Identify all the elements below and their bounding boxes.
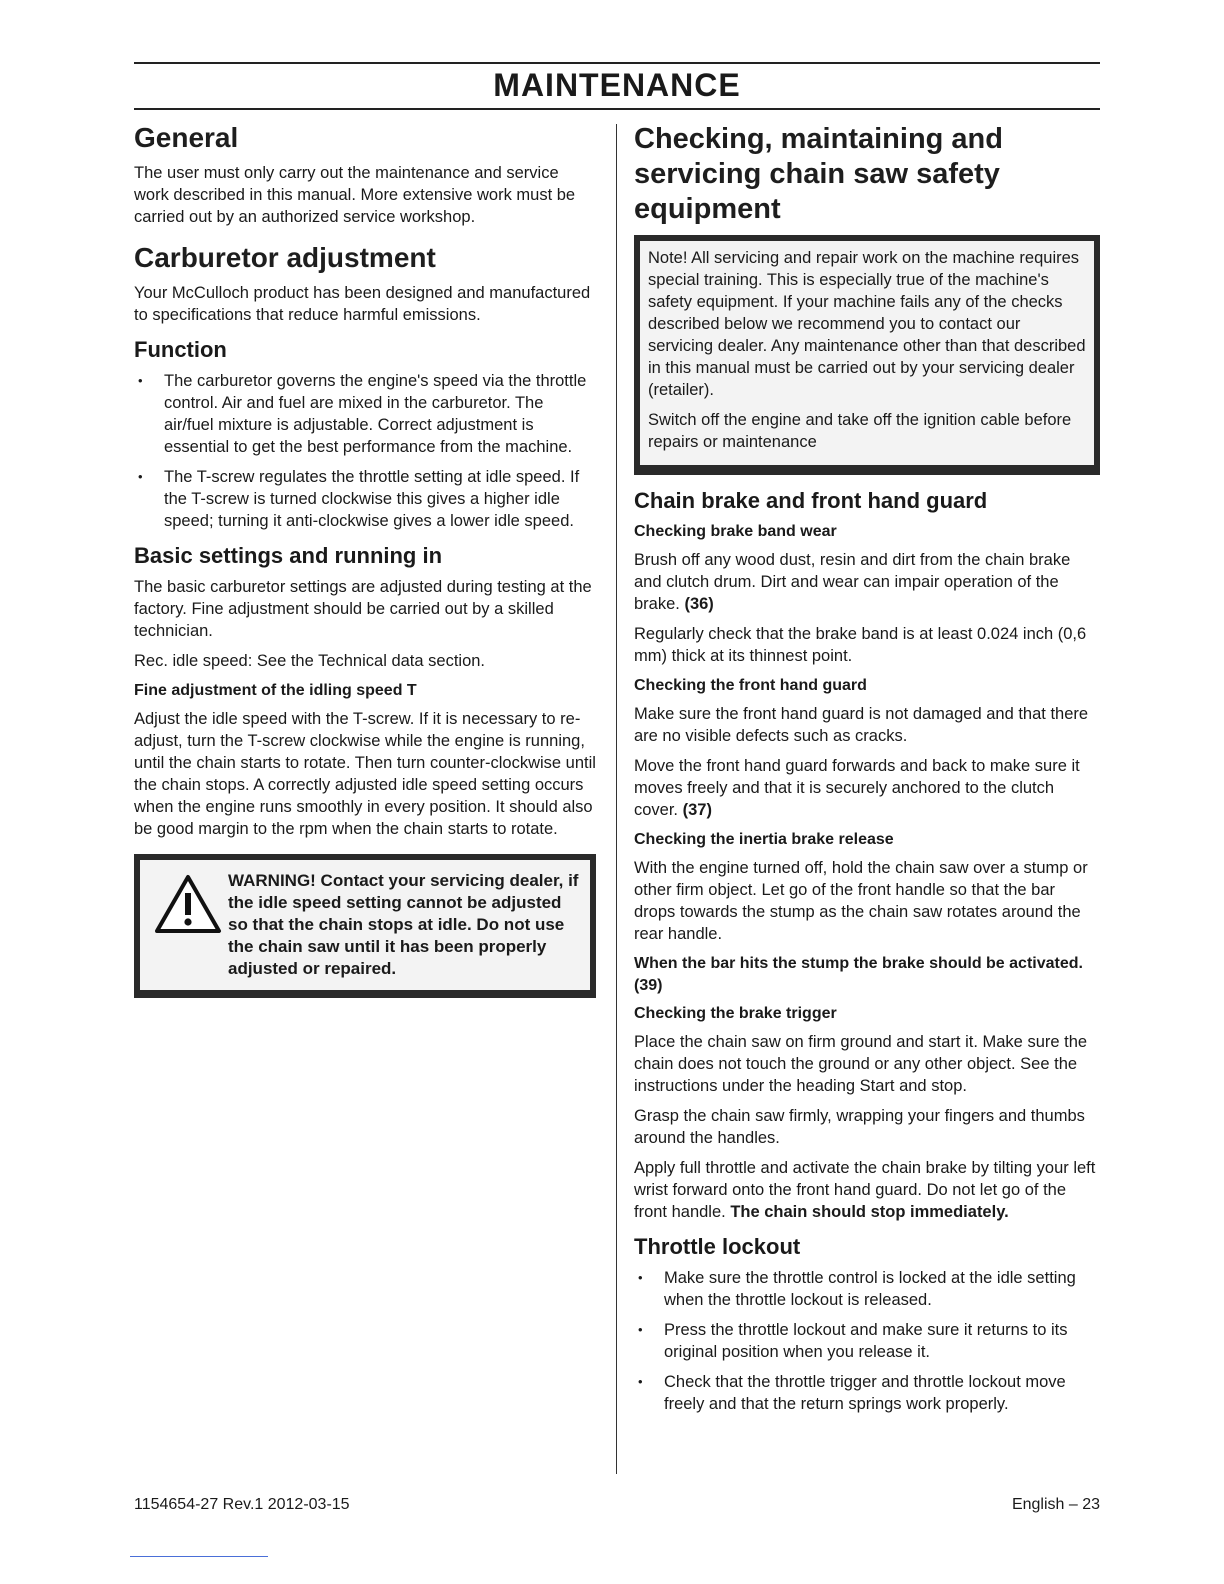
inertia-brake-body: With the engine turned off, hold the chain saw over a stump or other firm object. Let go of the front handle so that the bar drops towards the stump as the chain saw rotates around the rear handle. <box>634 859 1088 943</box>
general-body: The user must only carry out the maintenance and service work described in this manual. More extensive work must be carried out by an authorized service workshop. <box>134 164 576 226</box>
list-item: • The carburetor governs the engine's speed via the throttle control. Air and fuel are mixed in the carburetor. The air/fuel mixture is adjustable. Correct adjustment is essential to get the best performance from the machine. <box>134 370 596 458</box>
header-rule-bottom <box>134 108 1100 110</box>
brake-trigger-body3 <box>634 1157 1100 1223</box>
figure-ref: (37) <box>682 801 712 819</box>
carburetor-heading: Carburetor adjustment <box>134 242 436 273</box>
general-heading: General <box>134 122 239 153</box>
note-switch-off: Switch off the engine and take off the ignition cable before repairs or maintenance <box>648 411 1072 451</box>
note-text: Note! All servicing and repair work on the machine requires special training. This is especially true of the machine's safety equipment. If your machine fails any of the checks described below we recommend you to contact our servicing dealer. Any maintenance other than that described in this manual must be carried out by your servicing dealer (retailer). <box>648 249 1086 399</box>
scan-artifact-line <box>130 1556 268 1557</box>
brake-trigger-body3-text: Apply full throttle and activate the chain brake by tilting your left wrist forward onto the front hand guard. Do not let go of the front handle. <box>634 1159 1096 1221</box>
document-id: 1154654-27 Rev.1 2012-03-15 <box>134 1496 350 1513</box>
page-number: English – 23 <box>1011 1496 1100 1513</box>
list-item: • Check that the throttle trigger and throttle lockout move freely and that the return springs work properly. <box>634 1371 1100 1415</box>
chain-stop-warning: The chain should stop immediately. <box>730 1203 1009 1221</box>
chain-brake-heading: Chain brake and front hand guard <box>634 488 988 513</box>
brake-band-thickness: Regularly check that the brake band is at least 0.024 inch (0,6 mm) thick at its thinnest point. <box>634 625 1087 665</box>
basic-settings-heading: Basic settings and running in <box>134 543 443 568</box>
front-guard-heading: Checking the front hand guard <box>634 677 867 694</box>
page-title: MAINTENANCE <box>493 67 741 103</box>
brake-trigger-heading: Checking the brake trigger <box>634 1005 837 1022</box>
throttle-lockout-heading: Throttle lockout <box>634 1234 801 1259</box>
note-box <box>634 235 1100 475</box>
brake-trigger-body2: Grasp the chain saw firmly, wrapping your fingers and thumbs around the handles. <box>634 1107 1085 1147</box>
brake-trigger-body1: Place the chain saw on firm ground and start it. Make sure the chain does not touch the ground or any other object. See the instructions under the heading Start and stop. <box>634 1033 1088 1095</box>
brake-band-heading: Checking brake band wear <box>634 523 837 540</box>
throttle-lockout-list <box>634 1267 1100 1415</box>
left-column <box>134 122 596 998</box>
warning-text: WARNING! Contact your servicing dealer, if the idle speed setting cannot be adjusted so that the chain stops at idle. Do not use the chain saw until it has been properly adjusted or repaired. <box>228 871 579 978</box>
function-heading: Function <box>134 337 227 362</box>
idle-speed-note: Rec. idle speed: See the Technical data section. <box>134 652 486 670</box>
carburetor-body: Your McCulloch product has been designed and manufactured to specifications that reduce harmful emissions. <box>134 284 591 324</box>
fine-adjustment-body: Adjust the idle speed with the T-screw. If it is necessary to re-adjust, turn the T-screw clockwise while the engine is running, until the chain starts to rotate. Then turn counter-clockwise until the chain stops. A correctly adjusted idle speed setting occurs when the engine runs smoothly in every position. It should also be good margin to the rpm when the chain starts to rotate. <box>134 710 596 838</box>
brake-band-text: Brush off any wood dust, resin and dirt from the chain brake and clutch drum. Dirt and wear can impair operation of the brake. <box>634 551 1071 613</box>
right-column <box>634 122 1100 1423</box>
warning-inner <box>140 860 590 990</box>
warning-box <box>134 854 596 998</box>
fine-adjustment-heading: Fine adjustment of the idling speed T <box>134 682 417 699</box>
safety-equipment-heading: Checking, maintaining and servicing chain saw safety equipment <box>634 123 1003 225</box>
front-guard-move-text: Move the front hand guard forwards and back to make sure it moves freely and that it is securely anchored to the clutch cover. <box>634 757 1080 819</box>
warning-triangle-icon <box>148 870 228 980</box>
inertia-brake-heading: Checking the inertia brake release <box>634 831 894 848</box>
list-item: • Make sure the throttle control is locked at the idle setting when the throttle lockout is released. <box>634 1267 1100 1311</box>
column-divider <box>616 124 617 1474</box>
brake-band-body <box>634 549 1100 615</box>
basic-settings-body: The basic carburetor settings are adjusted during testing at the factory. Fine adjustment should be carried out by a skilled technician. <box>134 578 592 640</box>
list-item: • The T-screw regulates the throttle setting at idle speed. If the T-screw is turned clockwise this gives a higher idle speed; turning it anti-clockwise gives a lower idle speed. <box>134 466 596 532</box>
figure-ref: (36) <box>684 595 714 613</box>
inertia-brake-result: When the bar hits the stump the brake should be activated. (39) <box>634 955 1083 994</box>
note-inner <box>640 241 1094 465</box>
list-item: • Press the throttle lockout and make sure it returns to its original position when you release it. <box>634 1319 1100 1363</box>
function-list <box>134 370 596 532</box>
front-guard-move <box>634 755 1100 821</box>
page-header <box>134 62 1100 110</box>
front-guard-body: Make sure the front hand guard is not damaged and that there are no visible defects such as cracks. <box>634 705 1089 745</box>
